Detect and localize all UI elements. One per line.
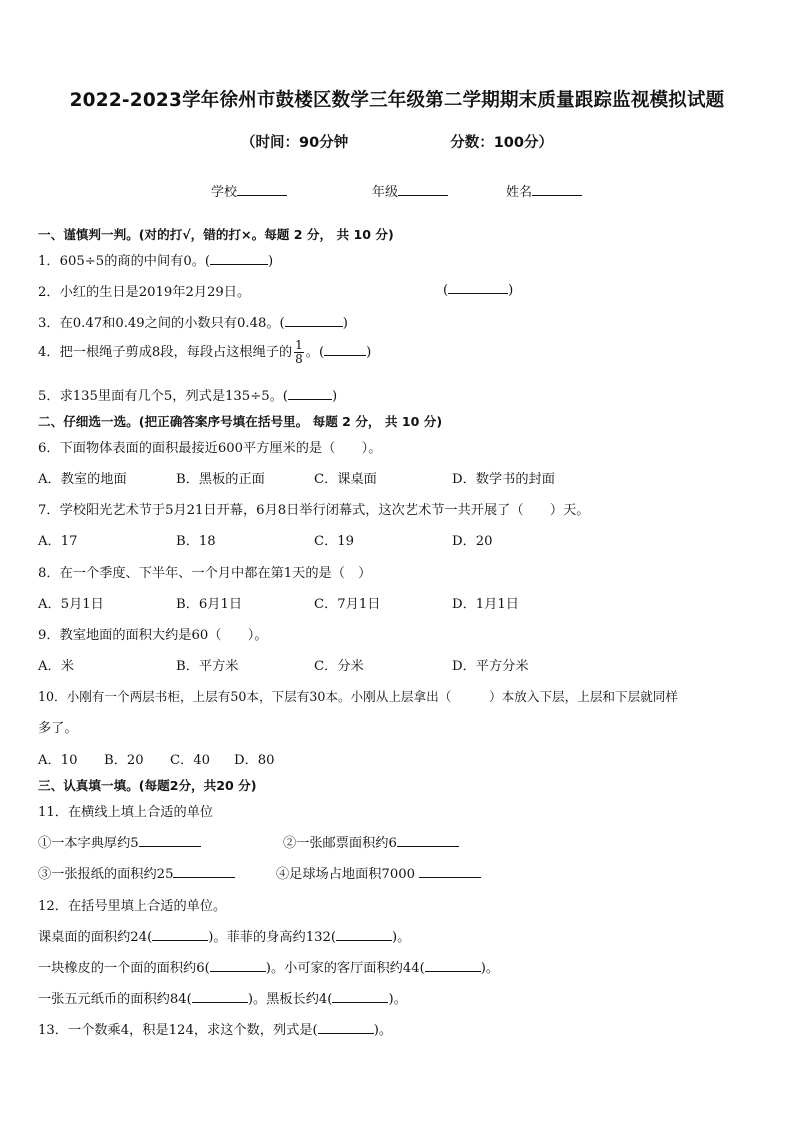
q10-option-a[interactable]: A．10 bbox=[38, 753, 78, 768]
q10-option-d[interactable]: D．80 bbox=[234, 753, 275, 768]
q6-option-c[interactable]: C．课桌面 bbox=[314, 472, 377, 487]
exam-meta bbox=[0, 131, 794, 152]
question-6: 6．下面物体表面的面积最接近600平方厘米的是（ ）。 bbox=[38, 441, 382, 456]
answer-blank[interactable] bbox=[192, 990, 248, 1003]
question-13: 13．一个数乘4，积是124，求这个数，列式是( )。 bbox=[38, 1023, 393, 1038]
q11-item-3: ③一张报纸的面积约25 bbox=[38, 863, 235, 882]
answer-blank[interactable] bbox=[210, 252, 268, 265]
q9-option-a[interactable]: A．米 bbox=[38, 659, 74, 674]
q11-item-2: ②一张邮票面积约6 bbox=[283, 832, 459, 851]
question-2-answer: ( ) bbox=[443, 283, 514, 298]
answer-blank[interactable] bbox=[173, 865, 235, 878]
question-9: 9．教室地面的面积大约是60（ ）。 bbox=[38, 628, 268, 643]
answer-blank[interactable] bbox=[419, 865, 481, 878]
q12-line-3: 一张五元纸币的面积约84( )。黑板长约4( )。 bbox=[38, 992, 407, 1007]
q9-option-c[interactable]: C．分米 bbox=[314, 659, 364, 674]
q10-option-c[interactable]: C．40 bbox=[170, 753, 211, 768]
question-2: 2．小红的生日是2019年2月29日。 bbox=[38, 285, 251, 300]
question-10: 10．小刚有一个两层书柜，上层有50本，下层有30本。小刚从上层拿出（ ）本放入下层，上层和下层就同样 bbox=[38, 689, 678, 704]
section-1-heading: 一、谨慎判一判。(对的打√，错的打×。每题 2 分， 共 10 分) bbox=[38, 227, 394, 242]
question-8: 8．在一个季度、下半年、一个月中都在第1天的是（ ） bbox=[38, 566, 372, 581]
q7-option-a[interactable]: A．17 bbox=[38, 534, 78, 549]
q6-option-a[interactable]: A．教室的地面 bbox=[38, 472, 127, 487]
q11-item-4: ④足球场占地面积7000 bbox=[276, 863, 481, 882]
question-10-cont: 多了。 bbox=[38, 721, 78, 736]
q6-option-d[interactable]: D．数学书的封面 bbox=[452, 472, 555, 487]
answer-blank[interactable] bbox=[332, 990, 388, 1003]
q7-option-b[interactable]: B．18 bbox=[176, 534, 216, 549]
time-label: （时间：90分钟 bbox=[241, 135, 349, 151]
grade-field[interactable]: 年级 bbox=[372, 181, 448, 200]
answer-blank[interactable] bbox=[285, 314, 343, 327]
q8-option-d[interactable]: D．1月1日 bbox=[452, 597, 519, 612]
q12-line-2: 一块橡皮的一个面的面积约6( )。小可家的客厅面积约44( )。 bbox=[38, 961, 500, 976]
q7-option-c[interactable]: C．19 bbox=[314, 534, 355, 549]
answer-blank[interactable] bbox=[448, 281, 508, 294]
answer-blank[interactable] bbox=[397, 834, 459, 847]
school-field[interactable]: 学校 bbox=[211, 181, 287, 200]
answer-blank[interactable] bbox=[336, 928, 392, 941]
q7-option-d[interactable]: D．20 bbox=[452, 534, 493, 549]
score-label: 分数：100分） bbox=[450, 135, 553, 151]
answer-blank[interactable] bbox=[318, 1021, 374, 1034]
question-4: 4．把一根绳子剪成8段，每段占这根绳子的 $\frac{1}{8}$ 。( ) bbox=[38, 338, 372, 366]
q9-option-b[interactable]: B．平方米 bbox=[176, 659, 239, 674]
section-3-heading: 三、认真填一填。(每题2分，共20 分) bbox=[38, 778, 257, 793]
q9-option-d[interactable]: D．平方分米 bbox=[452, 659, 529, 674]
question-5: 5．求135里面有几个5，列式是135÷5。( ) bbox=[38, 389, 338, 404]
question-1: 1．605÷5的商的中间有0。( ) bbox=[38, 254, 274, 269]
q8-option-c[interactable]: C．7月1日 bbox=[314, 597, 381, 612]
answer-blank[interactable] bbox=[288, 387, 332, 400]
question-7: 7．学校阳光艺术节于5月21日开幕，6月8日举行闭幕式，这次艺术节一共开展了（ ）天。 bbox=[38, 503, 590, 518]
question-3: 3．在0.47和0.49之间的小数只有0.48。( ) bbox=[38, 316, 348, 331]
q8-option-a[interactable]: A．5月1日 bbox=[38, 597, 104, 612]
page-title: 2022-2023学年徐州市鼓楼区数学三年级第二学期期末质量跟踪监视模拟试题 bbox=[69, 90, 725, 111]
q11-item-1: ①一本字典厚约5 bbox=[38, 832, 201, 851]
answer-blank[interactable] bbox=[139, 834, 201, 847]
question-11: 11．在横线上填上合适的单位 bbox=[38, 805, 214, 820]
q6-option-b[interactable]: B．黑板的正面 bbox=[176, 472, 265, 487]
answer-blank[interactable] bbox=[324, 343, 366, 356]
answer-blank[interactable] bbox=[210, 959, 266, 972]
answer-blank[interactable] bbox=[425, 959, 481, 972]
answer-blank[interactable] bbox=[152, 928, 208, 941]
q8-option-b[interactable]: B．6月1日 bbox=[176, 597, 243, 612]
q12-line-1: 课桌面的面积约24( )。菲菲的身高约132( )。 bbox=[38, 930, 411, 945]
fraction-one-eighth: $\frac{1}{8}$ bbox=[295, 338, 303, 366]
name-field[interactable]: 姓名 bbox=[506, 181, 582, 200]
question-12: 12．在括号里填上合适的单位。 bbox=[38, 899, 227, 914]
section-2-heading: 二、仔细选一选。(把正确答案序号填在括号里。 每题 2 分， 共 10 分) bbox=[38, 414, 443, 429]
q10-option-b[interactable]: B．20 bbox=[104, 753, 144, 768]
